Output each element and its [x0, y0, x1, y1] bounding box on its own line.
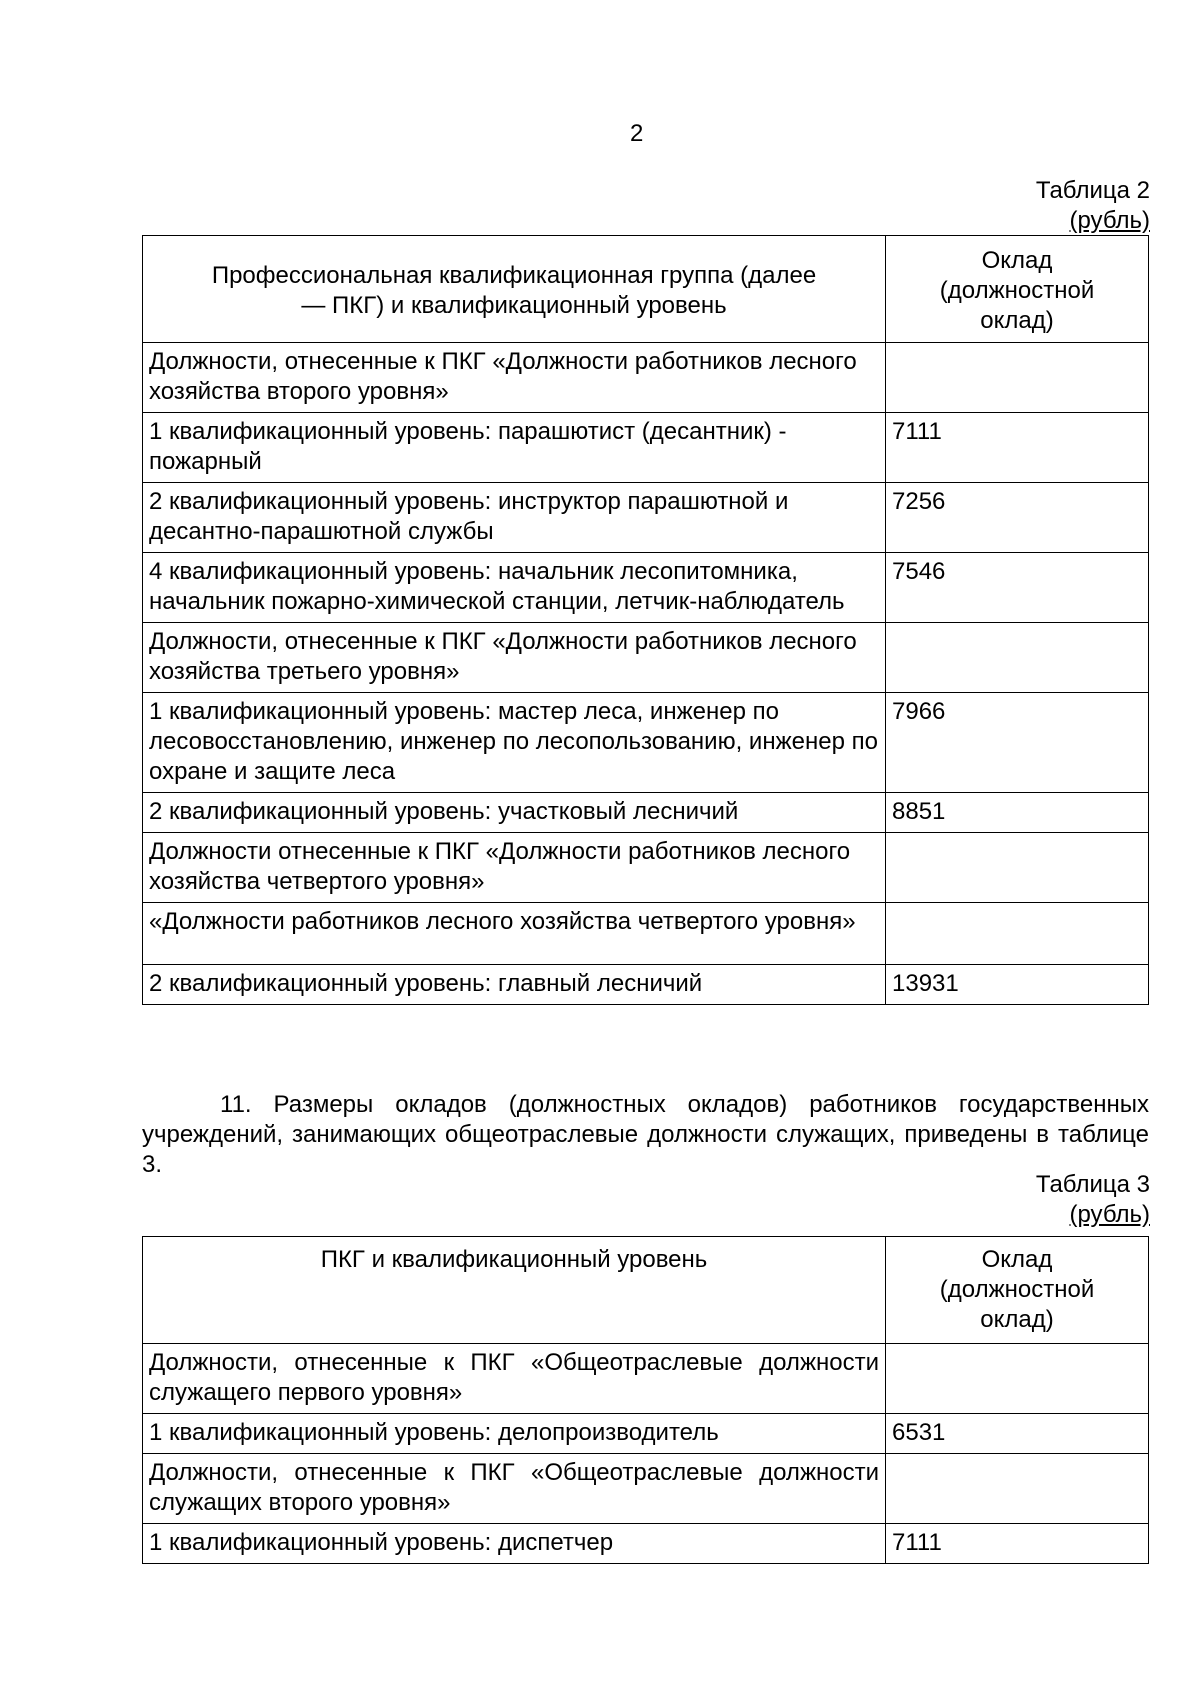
salary-cell: 7256 — [886, 483, 1149, 553]
paragraph-11: 11. Размеры окладов (должностных окладов) работников государственных учреждений, занимающих общеотраслевые должности служащих, приведены в таблице 3. — [142, 1091, 1149, 1178]
table-row — [143, 833, 1149, 903]
table-row — [143, 413, 1149, 483]
salary-cell — [886, 343, 1149, 413]
table-2-caption — [1036, 176, 1150, 236]
table-row — [143, 623, 1149, 693]
position-cell: 1 квалификационный уровень: делопроизводитель — [143, 1414, 886, 1454]
salary-cell: 13931 — [886, 965, 1149, 1005]
salary-cell — [886, 1454, 1149, 1524]
table-3-caption — [1036, 1170, 1150, 1230]
table-2-header-salary: Оклад (должностной оклад) — [886, 236, 1149, 343]
table-3-header-row — [143, 1237, 1149, 1344]
table-3-title: Таблица 3 — [1035, 1171, 1150, 1198]
table-2-header-position: Профессиональная квалификационная группа (далее — ПКГ) и квалификационный уровень — [143, 236, 886, 343]
table-row — [143, 903, 1149, 965]
position-cell: Должности, отнесенные к ПКГ «Должности работников лесного хозяйства третьего уровня» — [143, 623, 886, 693]
salary-cell: 7111 — [886, 413, 1149, 483]
position-cell: 2 квалификационный уровень: участковый лесничий — [143, 793, 886, 833]
position-cell: 4 квалификационный уровень: начальник лесопитомника, начальник пожарно-химической станции, летчик-наблюдатель — [143, 553, 886, 623]
table-2 — [142, 235, 1149, 1005]
salary-cell: 7966 — [886, 693, 1149, 793]
salary-cell — [886, 1344, 1149, 1414]
table-row — [143, 1344, 1149, 1414]
salary-cell: 7546 — [886, 553, 1149, 623]
position-cell: 2 квалификационный уровень: инструктор парашютной и десантно-парашютной службы — [143, 483, 886, 553]
position-cell: 1 квалификационный уровень: парашютист (десантник) - пожарный — [143, 413, 886, 483]
table-row — [143, 693, 1149, 793]
table-3-header-salary: Оклад (должностной оклад) — [886, 1237, 1149, 1344]
position-cell: 1 квалификационный уровень: диспетчер — [143, 1524, 886, 1564]
table-3-header-position: ПКГ и квалификационный уровень — [143, 1237, 886, 1344]
table-row — [143, 553, 1149, 623]
table-row — [143, 1414, 1149, 1454]
table-2-header-row — [143, 236, 1149, 343]
position-cell: 2 квалификационный уровень: главный лесничий — [143, 965, 886, 1005]
position-cell: Должности, отнесенные к ПКГ «Общеотраслевые должности служащих второго уровня» — [143, 1454, 886, 1524]
salary-cell: 6531 — [886, 1414, 1149, 1454]
table-3 — [142, 1236, 1149, 1564]
salary-cell — [886, 903, 1149, 965]
table-row — [143, 793, 1149, 833]
position-cell: Должности отнесенные к ПКГ «Должности работников лесного хозяйства четвертого уровня» — [143, 833, 886, 903]
salary-cell: 8851 — [886, 793, 1149, 833]
salary-cell — [886, 623, 1149, 693]
table-row — [143, 1524, 1149, 1564]
table-3-unit: (рубль) — [1069, 1201, 1150, 1228]
position-cell: «Должности работников лесного хозяйства четвертого уровня» — [143, 903, 886, 965]
table-row — [143, 483, 1149, 553]
position-cell: 1 квалификационный уровень: мастер леса, инженер по лесовосстановлению, инженер по лесопользованию, инженер по охране и защите леса — [143, 693, 886, 793]
salary-cell — [886, 833, 1149, 903]
table-row — [143, 1454, 1149, 1524]
salary-cell: 7111 — [886, 1524, 1149, 1564]
position-cell: Должности, отнесенные к ПКГ «Общеотраслевые должности служащего первого уровня» — [143, 1344, 886, 1414]
table-row — [143, 965, 1149, 1005]
table-2-title: Таблица 2 — [1035, 177, 1150, 204]
table-2-unit: (рубль) — [1069, 207, 1150, 234]
table-row — [143, 343, 1149, 413]
page-number: 2 — [630, 120, 644, 147]
position-cell: Должности, отнесенные к ПКГ «Должности работников лесного хозяйства второго уровня» — [143, 343, 886, 413]
